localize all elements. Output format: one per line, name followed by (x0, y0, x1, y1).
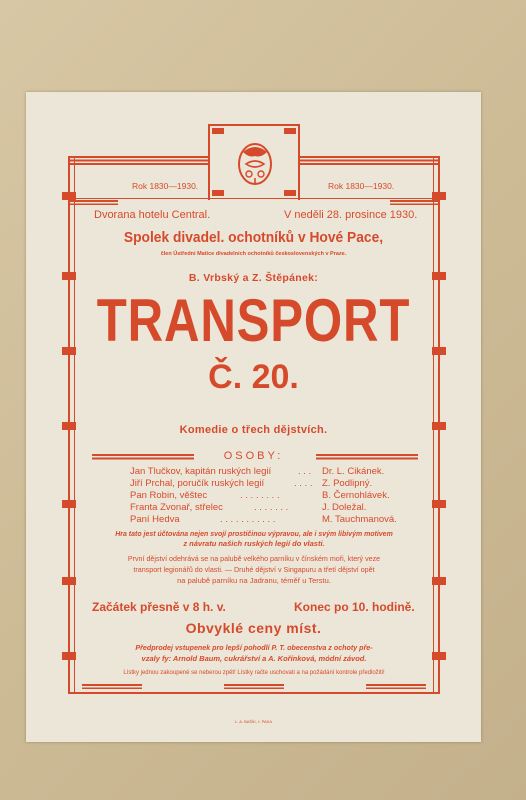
footer-stripe (366, 684, 426, 689)
header-stripe-right-lower (390, 200, 440, 205)
side-ornament (62, 577, 76, 585)
synopsis-line: transport legionářů do vlasti. — Druhé dějství v Singapuru a třetí dějství opět (133, 565, 375, 574)
start-time: Začátek přesně v 8 h. v. (92, 600, 226, 614)
emblem-box-cap (284, 128, 296, 134)
venue: Dvorana hotelu Central. (94, 209, 211, 221)
side-ornament (62, 500, 76, 508)
side-ornament (432, 577, 446, 585)
emblem-box-cap (212, 190, 224, 196)
synopsis-line: na palubě parníku na Jadranu, téměř u Terstu. (177, 576, 331, 585)
header-rule (68, 198, 440, 199)
play-title: TRANSPORT (96, 287, 411, 354)
society-name: Spolek divadel. ochotníků v Hové Pace, (123, 229, 384, 246)
presale-line: Předprodej vstupenek pro lepší pohodlí P. T. obecenstva z ochoty pře- (135, 643, 373, 652)
cast-dots: . . . (298, 466, 312, 477)
year-left: Rok 1830—1930. (132, 181, 199, 191)
authors: B. Vrbský a Z. Štěpánek: (188, 272, 319, 284)
header-stripe-right (300, 156, 440, 165)
presale-line: vzaly fy: Arnold Baum, cukrářství a A. Kořínková, módní závod. (141, 654, 367, 663)
footer-stripe (224, 684, 284, 689)
cast-dots: . . . . . . . . . . . (220, 514, 276, 525)
cast-heading: OSOBY: (223, 450, 284, 462)
cast-dots: . . . . . . . (254, 502, 289, 513)
frame-bottom (68, 692, 440, 694)
play-number: Č. 20. (208, 358, 299, 396)
note-line: z návratu našich ruských legií do vlasti. (183, 539, 325, 548)
footer-stripe (82, 684, 142, 689)
cast-dots: . . . . (294, 478, 313, 489)
emblem-box-top (208, 124, 300, 126)
cast-role: Franta Zvonař, střelec (130, 502, 223, 513)
header-stripe-left-lower (68, 200, 118, 205)
cast-actor: M. Tauchmanová. (322, 514, 397, 525)
date: V neděli 28. prosince 1930. (284, 209, 418, 221)
cast-role: Jan Tlučkov, kapitán ruských legií (130, 466, 272, 477)
emblem-box-right (298, 124, 300, 200)
header-stripe-left (68, 156, 208, 165)
society-note: člen Ústřední Matice divadelních ochotníků československých v Praze. (160, 251, 347, 257)
cast-actor: Dr. L. Cikánek. (322, 466, 385, 477)
year-right: Rok 1830—1930. (328, 181, 395, 191)
prices: Obvyklé ceny míst. (185, 620, 322, 636)
cast-role: Jiří Prchal, poručík ruských legií (130, 478, 265, 489)
cast-role: Pan Robin, věštec (130, 490, 208, 501)
cast-actor: Z. Podlipný. (322, 478, 373, 489)
note-line: Hra tato jest účtována nejen svojí prostičinou výpravou, ale i svým libivým motivem (115, 529, 393, 538)
genre: Komedie o třech dějstvích. (179, 424, 328, 436)
tickets-note: Lístky jednou zakoupené se neberou zpět! Lístky račte uschovati a na požádání kontrole předložiti! (123, 669, 385, 676)
cast-actor: J. Doležal. (322, 502, 367, 513)
emblem-box-left (208, 124, 210, 200)
side-ornament (432, 652, 446, 660)
side-ornament (432, 500, 446, 508)
poster (26, 92, 481, 742)
ornamental-crest-icon (234, 134, 276, 190)
synopsis-line: První dějství odehrává se na palubě velkého parníku v čínském moři, který veze (127, 554, 381, 563)
end-time: Konec po 10. hodině. (294, 600, 415, 614)
emblem-box-cap (212, 128, 224, 134)
printer-imprint: L. A. BAŠÍK, ř. PAKA (234, 719, 273, 724)
cast-actor: B. Černohlávek. (322, 490, 390, 501)
cast-dots: . . . . . . . . (240, 490, 280, 501)
side-ornament (62, 652, 76, 660)
cast-role: Paní Hedva (130, 514, 180, 525)
emblem-box-cap (284, 190, 296, 196)
